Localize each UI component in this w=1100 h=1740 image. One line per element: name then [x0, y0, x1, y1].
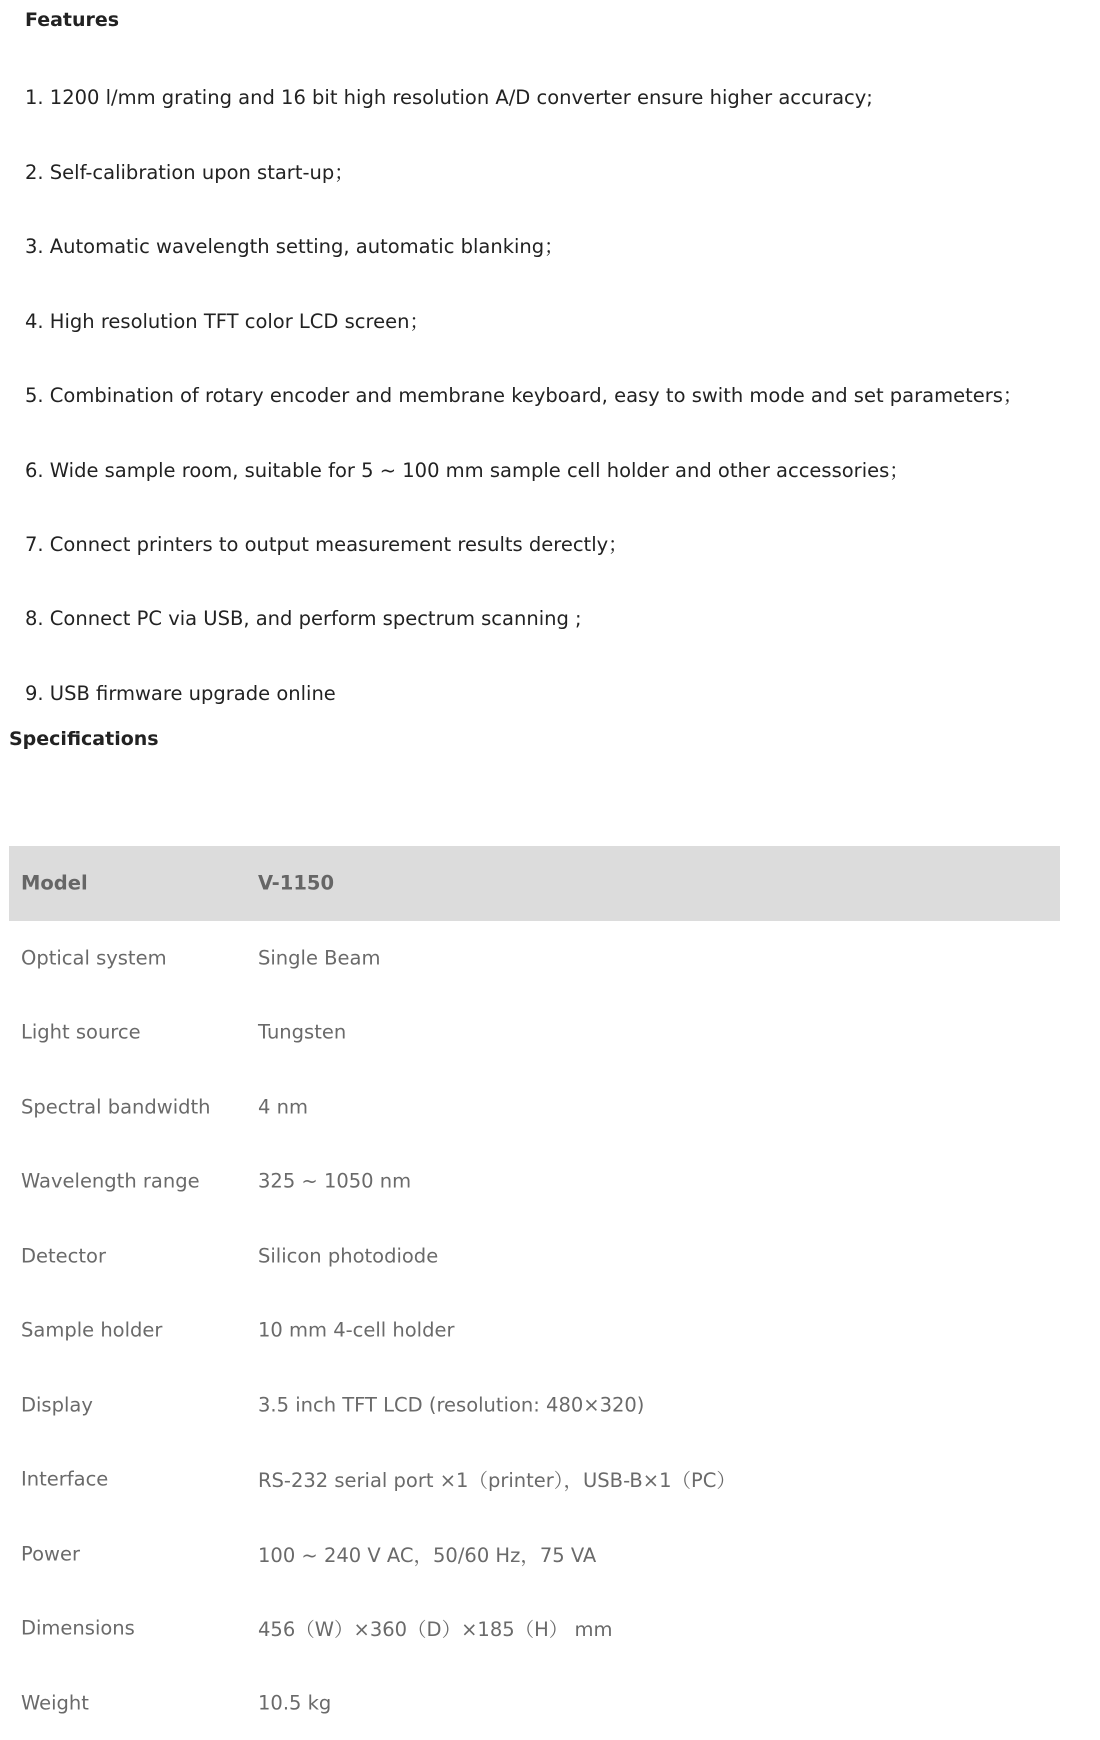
feature-item-5: 5. Combination of rotary encoder and membrane keyboard, easy to swith mode and set parameters；: [25, 383, 1022, 409]
spec-row: [9, 921, 1060, 996]
spec-value: Tungsten: [258, 1021, 346, 1044]
spec-row: [9, 1144, 1060, 1219]
spec-value: 325 ~ 1050 nm: [258, 1170, 411, 1193]
spec-value: 3.5 inch TFT LCD (resolution: 480×320): [258, 1393, 644, 1416]
spec-header-value: V-1150: [258, 872, 334, 895]
spec-value: 100 ~ 240 V AC，50/60 Hz，75 VA: [258, 1540, 596, 1568]
spec-key: Wavelength range: [21, 1170, 200, 1193]
specifications-table: [9, 846, 1060, 1740]
spec-value: 456（W）×360（D）×185（H） mm: [258, 1614, 613, 1642]
feature-item-3: 3. Automatic wavelength setting, automatic blanking；: [25, 234, 564, 260]
spec-key: Spectral bandwidth: [21, 1095, 211, 1118]
spec-row: [9, 1219, 1060, 1294]
spec-key: Sample holder: [21, 1319, 162, 1342]
spec-header-key: Model: [21, 872, 88, 895]
spec-value: 4 nm: [258, 1095, 308, 1118]
spec-row: [9, 995, 1060, 1070]
feature-item-7: 7. Connect printers to output measurement results derectly；: [25, 532, 628, 558]
spec-value: 10 mm 4-cell holder: [258, 1319, 455, 1342]
specifications-heading: Specifications: [9, 728, 159, 750]
spec-row: [9, 1368, 1060, 1443]
spec-value: Single Beam: [258, 946, 380, 969]
feature-item-9: 9. USB firmware upgrade online: [25, 681, 336, 707]
spec-key: Detector: [21, 1244, 106, 1267]
spec-header-row: [9, 846, 1060, 921]
spec-row: [9, 1591, 1060, 1666]
spec-value: Silicon photodiode: [258, 1244, 438, 1267]
spec-value: 10.5 kg: [258, 1691, 331, 1714]
feature-item-1: 1. 1200 l/mm grating and 16 bit high resolution A/D converter ensure higher accuracy;: [25, 85, 873, 111]
spec-row: [9, 1293, 1060, 1368]
spec-key: Dimensions: [21, 1617, 135, 1640]
feature-item-2: 2. Self-calibration upon start-up；: [25, 160, 354, 186]
spec-key: Weight: [21, 1691, 89, 1714]
spec-key: Interface: [21, 1468, 108, 1491]
spec-value: RS-232 serial port ×1（printer），USB-B×1（PC）: [258, 1465, 736, 1493]
features-heading: Features: [25, 9, 119, 31]
spec-row: [9, 1517, 1060, 1592]
feature-item-8: 8. Connect PC via USB, and perform spectrum scanning ;: [25, 606, 582, 632]
feature-item-6: 6. Wide sample room, suitable for 5 ~ 100 mm sample cell holder and other accessories；: [25, 458, 909, 484]
spec-key: Power: [21, 1542, 80, 1565]
feature-item-4: 4. High resolution TFT color LCD screen；: [25, 309, 429, 335]
spec-row: [9, 1070, 1060, 1145]
spec-key: Light source: [21, 1021, 141, 1044]
spec-key: Optical system: [21, 946, 167, 969]
spec-row: [9, 1442, 1060, 1517]
spec-row: [9, 1666, 1060, 1740]
spec-key: Display: [21, 1393, 93, 1416]
